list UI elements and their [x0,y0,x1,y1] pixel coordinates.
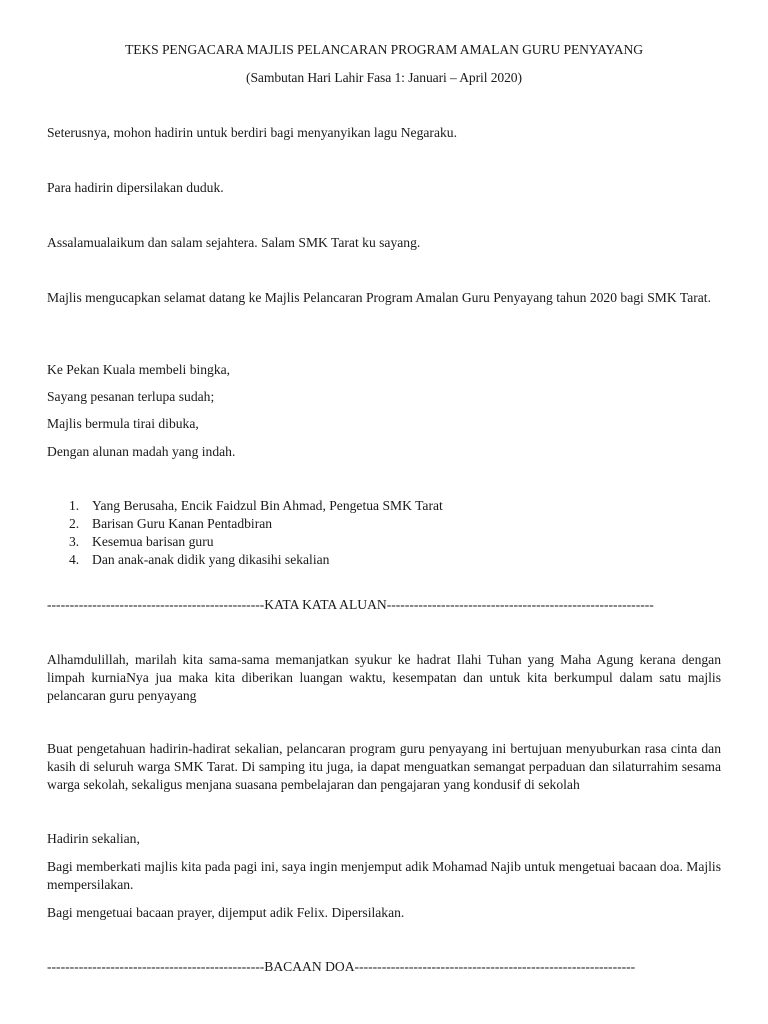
list-item [47,515,721,533]
list-item-number: 4. [69,552,80,567]
list-item-number: 3. [69,534,80,549]
paragraph-salam: Assalamualaikum dan salam sejahtera. Salam SMK Tarat ku sayang. [47,235,421,250]
list-item-text: Dan anak-anak didik yang dikasihi sekalian [92,552,330,567]
list-item-number: 2. [69,516,80,531]
separator-bacaan-doa: ------------------------------------------------BACAAN DOA-------------------------------------------------------------- [47,959,636,974]
document-title: TEKS PENGACARA MAJLIS PELANCARAN PROGRAM AMALAN GURU PENYAYANG [125,42,643,57]
separator-kata-aluan: ------------------------------------------------KATA KATA ALUAN----------------------------------------------------------- [47,597,654,612]
paragraph-negaraku: Seterusnya, mohon hadirin untuk berdiri bagi menyanyikan lagu Negaraku. [47,125,457,140]
paragraph-duduk: Para hadirin dipersilakan duduk. [47,180,224,195]
document-subtitle: (Sambutan Hari Lahir Fasa 1: Januari – April 2020) [246,70,522,85]
paragraph-alhamdulillah: Alhamdulillah, marilah kita sama-sama memanjatkan syukur ke hadrat Ilahi Tuhan yang Maha Agung kerana dengan limpah kurniaNya jua maka kita diberikan luangan waktu, kesempatan dan untuk kita berkumpul dalam satu majlis pelancaran guru penyayang [47,652,721,703]
paragraph-hadirin: Hadirin sekalian, [47,831,140,846]
list-item [47,551,721,569]
pantun-line-1: Ke Pekan Kuala membeli bingka, [47,362,231,377]
pantun-line-2: Sayang pesanan terlupa sudah; [47,389,215,404]
pantun-line-3: Majlis bermula tirai dibuka, [47,416,199,431]
list-item-text: Barisan Guru Kanan Pentadbiran [92,516,273,531]
list-item-text: Yang Berusaha, Encik Faidzul Bin Ahmad, Pengetua SMK Tarat [92,498,443,513]
list-item-number: 1. [69,498,80,513]
paragraph-prayer: Bagi mengetuai bacaan prayer, dijemput adik Felix. Dipersilakan. [47,905,405,920]
list-item [47,533,721,551]
paragraph-pengetahuan: Buat pengetahuan hadirin-hadirat sekalian, pelancaran program guru penyayang ini bertujuan menyuburkan rasa cinta dan kasih di seluruh warga SMK Tarat. Di samping itu juga, ia dapat menguatkan semangat perpaduan dan silaturrahim sesama warga sekolah, sekaligus menjana suasana pembelajaran dan pengajaran yang kondusif di sekolah [47,741,721,792]
guest-list [47,497,721,569]
list-item-text: Kesemua barisan guru [92,534,214,549]
paragraph-selamat-datang: Majlis mengucapkan selamat datang ke Majlis Pelancaran Program Amalan Guru Penyayang tahun 2020 bagi SMK Tarat. [47,290,711,305]
paragraph-doa: Bagi memberkati majlis kita pada pagi ini, saya ingin menjemput adik Mohamad Najib untuk mengetuai bacaan doa. Majlis mempersilakan. [47,859,721,892]
list-item [47,497,721,515]
pantun-line-4: Dengan alunan madah yang indah. [47,444,236,459]
